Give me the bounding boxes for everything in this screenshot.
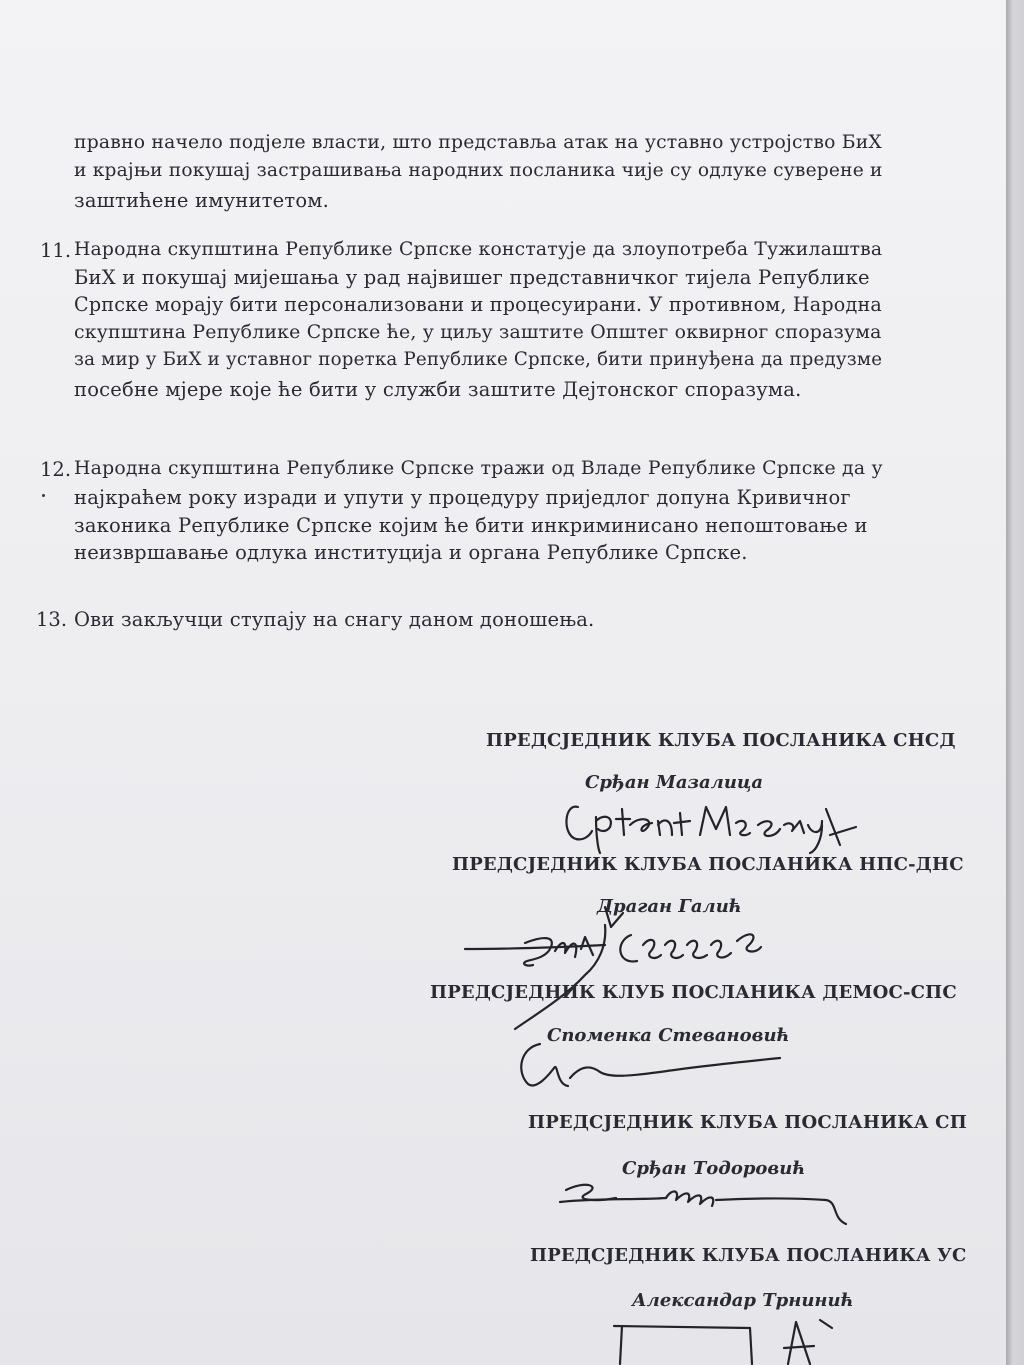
item-number: 12. [40, 458, 72, 481]
item-number: 11. [40, 239, 72, 262]
handwritten-signature [560, 795, 860, 855]
text-line: неизвршавање одлука институција и органа Републике Српске. [74, 541, 748, 564]
signatory-name: Александар Трнинић [632, 1290, 854, 1311]
text-line: правно начело подјеле власти, што представља атак на уставно устројство БиХ [74, 132, 882, 153]
text-line: Народна скупштина Републике Српске констатује да злоупотреба Тужилаштва [74, 239, 883, 260]
handwritten-signature [600, 1318, 840, 1365]
signatory-title: ПРЕДСЈЕДНИК КЛУБА ПОСЛАНИКА НПС-ДНС [452, 854, 964, 875]
text-line: Ови закључци ступају на снагу даном доношења. [74, 608, 595, 631]
handwritten-signature [510, 1025, 790, 1098]
text-line: Српске морају бити персонализовани и процесуирани. У противном, Народна [74, 293, 882, 316]
text-line: и крајњи покушај застрашивања народних посланика чије су одлуке суверене и [74, 160, 883, 181]
text-line: Народна скупштина Републике Српске тражи од Владе Републике Српске да у [74, 458, 883, 479]
handwritten-signature [556, 1176, 866, 1236]
text-line: законика Републике Српске којим ће бити инкриминисано непоштовање и [74, 514, 868, 537]
text-line: заштићене имунитетом. [74, 189, 330, 212]
signatory-title: ПРЕДСЈЕДНИК КЛУБ ПОСЛАНИКА ДЕМОС-СПС [430, 982, 957, 1003]
stray-mark [42, 494, 45, 497]
text-line: за мир у БиХ и уставног поретка Републике Српске, бити принуђена да предузме [74, 349, 883, 370]
page-edge [1006, 0, 1024, 1365]
signatory-title: ПРЕДСЈЕДНИК КЛУБА ПОСЛАНИКА УС [530, 1245, 967, 1266]
text-line: скупштина Републике Српске ће, у циљу заштите Општег оквирног споразума [74, 321, 882, 343]
signatory-name: Срђан Тодоровић [622, 1158, 806, 1179]
text-line: посебне мјере које ће бити у служби заштите Дејтонског споразума. [74, 378, 802, 401]
signatory-name: Драган Галић [597, 896, 742, 917]
signatory-name: Споменка Стевановић [547, 1025, 790, 1046]
item-number: 13. [36, 608, 68, 631]
signatory-name: Срђан Мазалица [585, 772, 764, 793]
text-line: БиХ и покушај мијешања у рад највишег представничког тијела Републике [74, 266, 870, 289]
signatory-title: ПРЕДСЈЕДНИК КЛУБА ПОСЛАНИКА СП [528, 1112, 967, 1133]
handwritten-signature [455, 905, 785, 1035]
signatory-title: ПРЕДСЈЕДНИК КЛУБА ПОСЛАНИКА СНСД [486, 730, 956, 751]
text-line: најкраћем року изради и упути у процедуру приједлог допуна Кривичног [74, 486, 851, 509]
